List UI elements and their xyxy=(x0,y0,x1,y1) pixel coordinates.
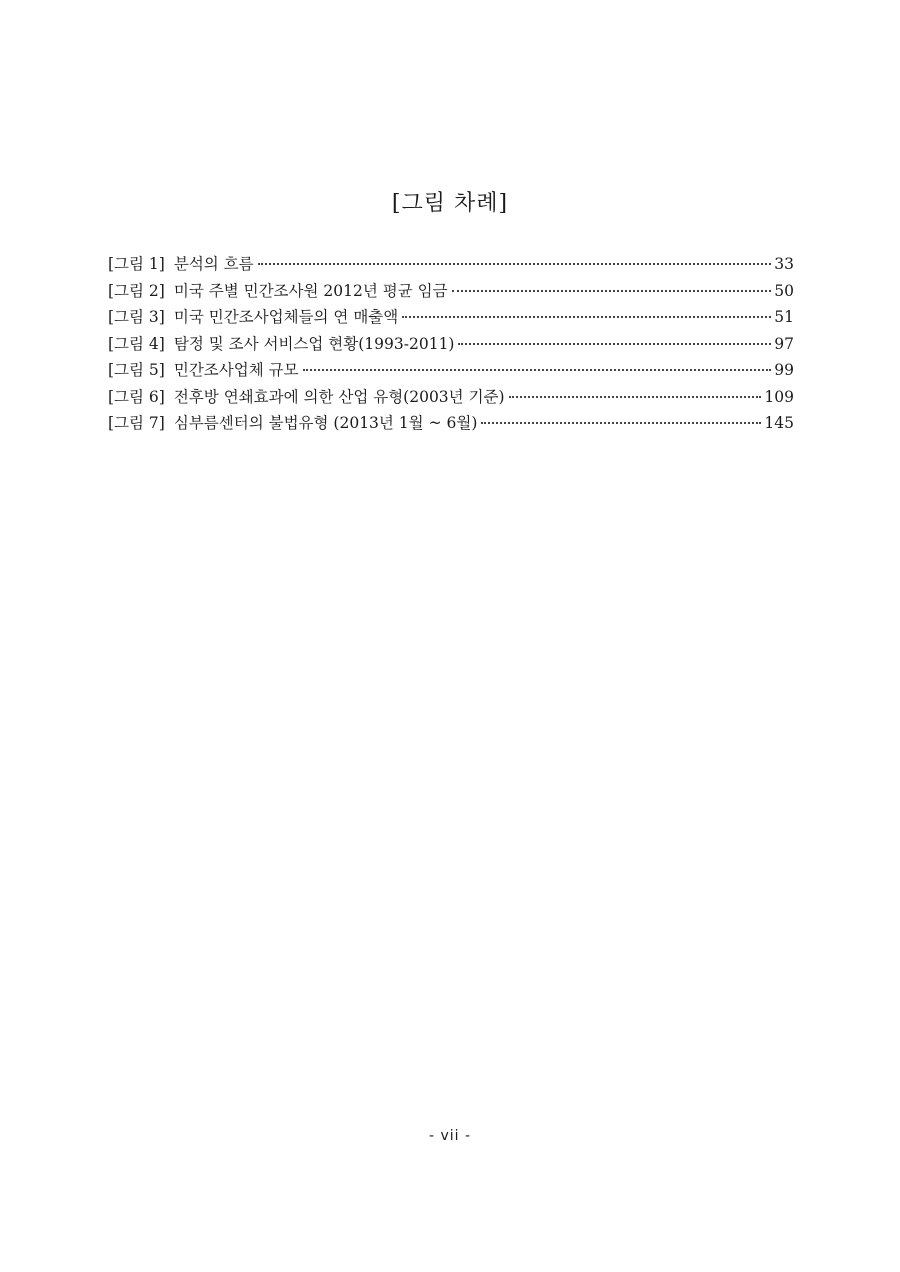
dot-leader xyxy=(452,290,772,292)
dot-leader xyxy=(402,316,771,318)
toc-entry[interactable] xyxy=(108,332,794,359)
figure-list xyxy=(108,252,794,438)
toc-entry-page: 97 xyxy=(774,334,794,353)
toc-entry[interactable] xyxy=(108,252,794,279)
toc-entry-title: 민간조사업체 규모 xyxy=(173,361,299,379)
toc-entry-label: [그림 2] xyxy=(108,281,165,300)
toc-entry-title: 미국 민간조사업체들의 연 매출액 xyxy=(173,308,399,326)
toc-entry-label: [그림 3] xyxy=(108,308,165,326)
toc-entry-page: 145 xyxy=(764,414,794,432)
page-title: [그림 차례] xyxy=(391,191,509,216)
toc-entry[interactable] xyxy=(108,411,794,438)
dot-leader xyxy=(481,422,761,424)
toc-entry[interactable] xyxy=(108,279,794,306)
toc-entry-title: 전후방 연쇄효과에 의한 산업 유형(2003년 기준) xyxy=(173,387,505,406)
toc-entry-page: 109 xyxy=(764,387,794,406)
toc-entry-label: [그림 1] xyxy=(108,255,165,273)
toc-entry-title: 분석의 흐름 xyxy=(173,255,254,273)
toc-entry-title: 탐정 및 조사 서비스업 현황(1993-2011) xyxy=(173,334,455,353)
toc-entry-title: 미국 주별 민간조사원 2012년 평균 임금 xyxy=(173,281,448,300)
toc-entry-label: [그림 7] xyxy=(108,414,165,432)
dot-leader xyxy=(458,343,771,345)
toc-entry-label: [그림 4] xyxy=(108,334,165,353)
dot-leader xyxy=(303,369,772,371)
toc-entry[interactable] xyxy=(108,358,794,385)
dot-leader xyxy=(509,396,762,398)
toc-entry-page: 33 xyxy=(774,255,794,273)
toc-entry[interactable] xyxy=(108,305,794,332)
toc-entry-label: [그림 6] xyxy=(108,387,165,406)
toc-entry[interactable] xyxy=(108,385,794,412)
toc-entry-page: 51 xyxy=(774,308,794,326)
toc-entry-label: [그림 5] xyxy=(108,361,165,379)
dot-leader xyxy=(258,263,772,265)
toc-entry-page: 50 xyxy=(774,281,794,300)
toc-entry-page: 99 xyxy=(774,361,794,379)
toc-entry-title: 심부름센터의 불법유형 (2013년 1월 ~ 6월) xyxy=(173,414,478,432)
page-number: - vii - xyxy=(428,1128,472,1144)
